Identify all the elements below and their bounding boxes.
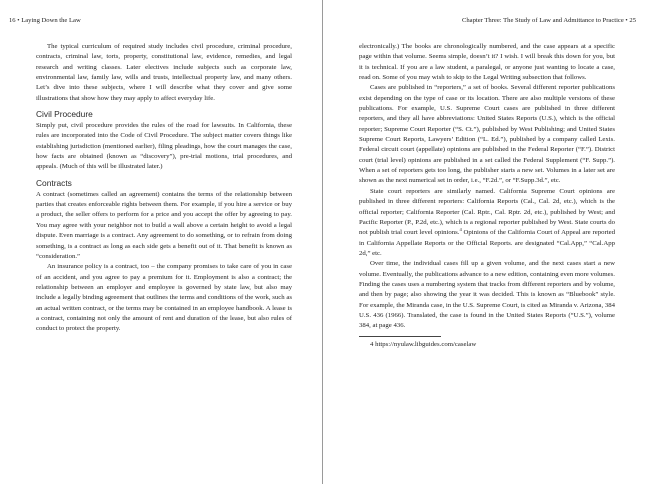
right-running-head: Chapter Three: The Study of Law and Admittance to Practice • 25 (461, 17, 636, 24)
state-reporters-text-rest: Opinions of the California Court of Appeal are reported in California Appellate Reports or the Official Reports. are designated “Cal.App,” “Cal.App 2d,” etc. (359, 229, 615, 257)
citation-paragraph: Over time, the individual cases fill up a given volume, and the next cases start a new volume. Eventually, the publications advance to a new edition, containing even more volumes. Finding the cases uses a numbering system that tracks from different reporters and by volume, and then by page; also showing the year it was decided. This is known as “Bluebook” style. For example, the Miranda case, in the U.S. Supreme Court, is cited as Miranda v. Arizona, 384 U.S. 436 (1966). Translated, the case is found in the United States Reports (“U.S.”), volume 384, at page 436. (359, 260, 615, 330)
civil-procedure-paragraph: Simply put, civil procedure provides the rules of the road for lawsuits. In California, these rules are incorporated into the Code of Civil Procedure. The subject matter covers things like establishing jurisdiction (mentioned earlier), filing pleadings, how the court manages the case, how facts are obtained (known as “discovery”), pre-trial motions, trial procedures, and appeals. (Much of this will be illustrated later.) (36, 122, 292, 171)
state-reporters-paragraph (359, 187, 615, 259)
contracts-heading: Contracts (36, 177, 72, 188)
contracts-paragraph-1: A contract (sometimes called an agreement) contains the terms of the relationship between parties that creates enforceable rights between them. For example, if you hire a service or buy a product, the seller offers to perform for a price and you accept the offer by agreeing to pay. You may agree with your neighbor not to build a wall above a certain height to avoid a legal dispute. Even marriage is a contract. Any agreement to do something, or to refrain from doing something, is a contract as long as each side gets a benefit out of it. That benefit is known as “consideration.” (36, 190, 292, 260)
right-page-body (359, 42, 615, 350)
state-reporters-text: State court reporters are similarly named. California Supreme Court opinions are published in three different reporters: California Reports (Cal., Cal. 2d, etc.), which is the official reporter; California Reporter (Cal. Rptr., Cal. Rptr. 2d, etc.), published by West; and Pacific Reporter (P., P.2d, etc.), which is a regional reporter published by West. State courts do not publish trial court level opinions. (359, 187, 615, 237)
contracts-paragraph-2: An insurance policy is a contract, too – the company promises to take care of you in case of an accident, and you agree to pay a premium for it. Employment is also a contract; the relationship between an employer and employee is governed by state law, but also may include a legally binding agreement that outlines the terms and conditions of the work, such as an actual written contract, or the terms may be contained in an employee handbook. A lease is a contract, containing not only the amount of rent and duration of the lease, but also rules of conduct to protect the property. (36, 263, 292, 333)
footnote-marker: 4 (459, 226, 462, 232)
footnote-rule (359, 336, 441, 337)
left-running-head: 16 • Laying Down the Law (9, 17, 81, 24)
left-page (0, 0, 322, 484)
intro-paragraph: The typical curriculum of required study includes civil procedure, criminal procedure, contracts, criminal law, torts, property, constitutional law, evidence, remedies, and legal research and writing classes. Later electives include subjects such as corporate law, environmental law, family law, wills and trusts, intellectual property law, and many others. Let’s dive into these subjects, where I will describe what they cover and give some illustrations that show how they may apply to affect everyday life. (36, 43, 292, 102)
continued-paragraph: electronically.) The books are chronologically numbered, and the case appears at a specific page within that volume. Seems simple, doesn’t it? I wish. I will break this down for you, but it is technical. If you are a law student, a paralegal, or anyone just wanting to locate a case, read on. Some of you may wish to skip to the Legal Writing subsection that follows. (359, 43, 615, 82)
reporters-paragraph: Cases are published in “reporters,” a set of books. Several different reporter publications exist depending on the type of case or its location. There are also multiple versions of these publications. For example, U.S. Supreme Court cases are published in three different reporters, and they all have abbreviations: United States Reports (U.S.), which is the official reporter; Supreme Court Reporter (“S. Ct.”), published by West Publishing; and United States Supreme Court Reports, Lawyers’ Edition (“L. Ed.”), published by a company called Lexis. Federal circuit court (appellate) opinions are published in the Federal Reporter (“F.”). District court (trial level) opinions are published in a set called the Federal Supplement (“F. Supp.”). When a set of reporters gets too long, the publisher starts a new set. Volumes in a later set are shown as the next numerical set in order, i.e., “F.2d.”, or “F.Supp.3d.”, etc. (359, 84, 615, 185)
left-page-body (36, 42, 292, 335)
right-page (323, 0, 645, 484)
civil-procedure-heading: Civil Procedure (36, 109, 93, 120)
footnote: 4 https://nyulaw.libguides.com/caselaw (370, 340, 477, 348)
